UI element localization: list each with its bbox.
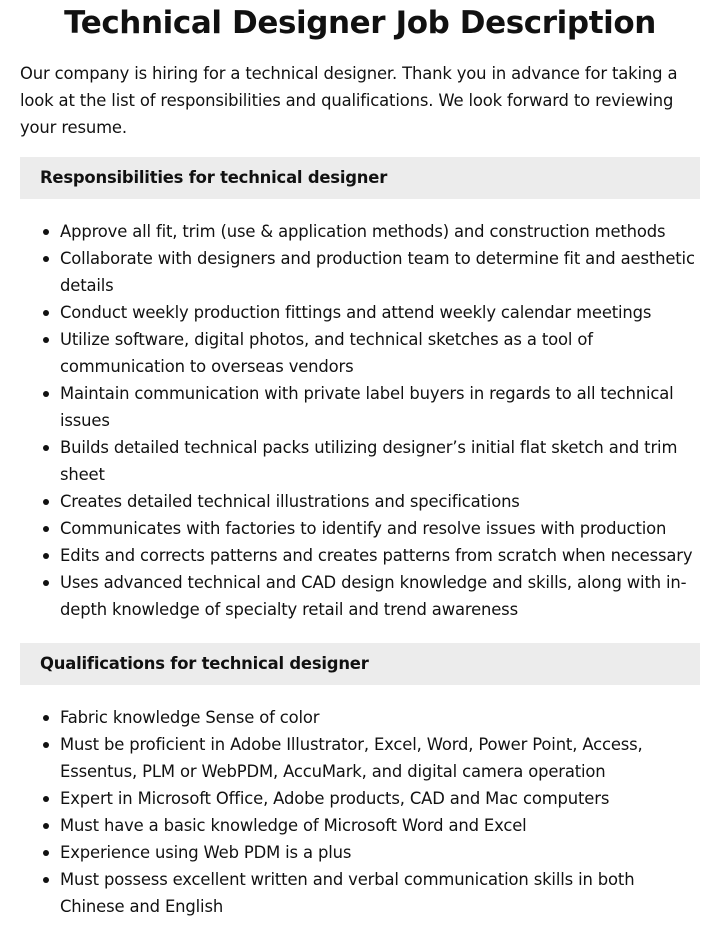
list-item: Edits and corrects patterns and creates patterns from scratch when necessary bbox=[60, 542, 700, 569]
list-item: Experience using Web PDM is a plus bbox=[60, 839, 700, 866]
list-item: Must possess excellent written and verbal communication skills in both Chinese and English bbox=[60, 866, 700, 920]
intro-paragraph: Our company is hiring for a technical designer. Thank you in advance for taking a look at the list of responsibilities and qualifications. We look forward to reviewing your resume. bbox=[20, 64, 678, 137]
list-item: Collaborate with designers and production team to determine fit and aesthetic details bbox=[60, 245, 700, 299]
list-item: Uses advanced technical and CAD design knowledge and skills, along with in-depth knowledge of specialty retail and trend awareness bbox=[60, 569, 700, 623]
list-item: Communicates with factories to identify and resolve issues with production bbox=[60, 515, 700, 542]
list-item: Must be proficient in Adobe Illustrator, Excel, Word, Power Point, Access, Essentus, PLM or WebPDM, AccuMark, and digital camera operation bbox=[60, 731, 700, 785]
list-item: Must have a basic knowledge of Microsoft Word and Excel bbox=[60, 812, 700, 839]
list-item: Creates detailed technical illustrations and specifications bbox=[60, 488, 700, 515]
responsibilities-heading: Responsibilities for technical designer bbox=[20, 157, 700, 199]
list-item: Maintain communication with private label buyers in regards to all technical issues bbox=[60, 380, 700, 434]
list-item: Builds detailed technical packs utilizing designer’s initial flat sketch and trim sheet bbox=[60, 434, 700, 488]
list-item: Approve all fit, trim (use & application methods) and construction methods bbox=[60, 218, 700, 245]
list-item: Fabric knowledge Sense of color bbox=[60, 704, 700, 731]
qualifications-heading: Qualifications for technical designer bbox=[20, 643, 700, 685]
page-title: Technical Designer Job Description bbox=[64, 5, 656, 41]
list-item: Conduct weekly production fittings and attend weekly calendar meetings bbox=[60, 299, 700, 326]
responsibilities-list bbox=[20, 218, 700, 623]
list-item: Expert in Microsoft Office, Adobe products, CAD and Mac computers bbox=[60, 785, 700, 812]
qualifications-list bbox=[20, 704, 700, 920]
list-item: Utilize software, digital photos, and technical sketches as a tool of communication to overseas vendors bbox=[60, 326, 700, 380]
